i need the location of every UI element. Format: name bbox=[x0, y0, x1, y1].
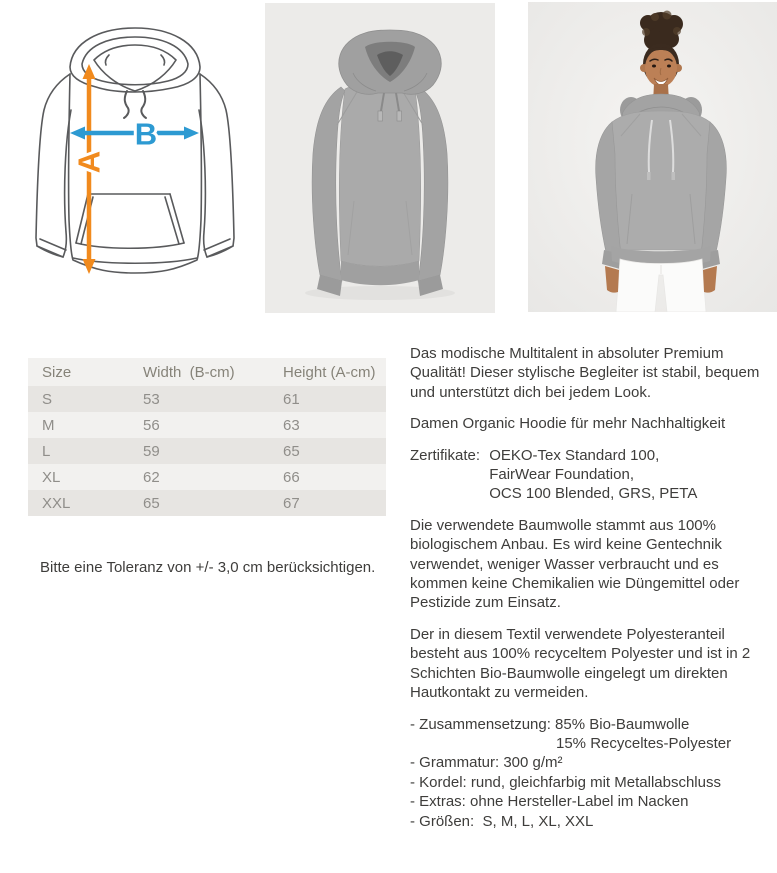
size-cell: S bbox=[42, 390, 53, 408]
width-cell: 62 bbox=[143, 468, 160, 486]
tolerance-note: Bitte eine Toleranz von +/- 3,0 cm berücksichtigen. bbox=[40, 559, 376, 576]
height-cell: 65 bbox=[283, 442, 300, 460]
spec-item-composition-2: 15% Recyceltes-Polyester bbox=[556, 734, 732, 752]
table-row bbox=[28, 490, 386, 516]
size-table-header-row bbox=[28, 358, 386, 386]
column-header-width: Width (B-cm) bbox=[143, 363, 235, 381]
cotton-paragraph: Die verwendete Baumwolle stammt aus 100% biologischem Anbau. Es wird keine Gentechnik verwendet, weniger Wasser verbraucht und es kommen keine Chemikalien wie Düngemittel oder Pestizide zum Einsatz. bbox=[410, 516, 740, 612]
table-row bbox=[28, 412, 386, 438]
table-row bbox=[28, 438, 386, 464]
width-cell: 65 bbox=[143, 494, 160, 512]
table-row bbox=[28, 464, 386, 490]
spec-list bbox=[410, 715, 762, 831]
certificate-line: OCS 100 Blended, GRS, PETA bbox=[489, 485, 698, 503]
subtitle-line: Damen Organic Hoodie für mehr Nachhaltigkeit bbox=[410, 415, 726, 433]
size-cell: M bbox=[42, 416, 55, 434]
size-cell: L bbox=[42, 442, 51, 460]
spec-item-sizes: - Größen: S, M, L, XL, XXL bbox=[410, 812, 594, 830]
column-header-size: Size bbox=[42, 363, 72, 381]
measure-label-a: A bbox=[71, 150, 107, 174]
spec-item-composition: - Zusammensetzung: 85% Bio-Baumwolle bbox=[410, 715, 690, 733]
flat-hoodie-image bbox=[265, 3, 495, 313]
size-cell: XXL bbox=[42, 494, 71, 512]
width-cell: 59 bbox=[143, 442, 160, 460]
width-cell: 53 bbox=[143, 390, 160, 408]
height-cell: 67 bbox=[283, 494, 300, 512]
width-cell: 56 bbox=[143, 416, 160, 434]
polyester-paragraph: Der in diesem Textil verwendete Polyesteranteil besteht aus 100% recyceltem Polyester und ist in 2 Schichten Bio-Baumwolle eingelegt um direkten Hautkontakt zu vermeiden. bbox=[410, 625, 751, 702]
column-header-height: Height (A-cm) bbox=[283, 363, 376, 381]
spec-item-extras: - Extras: ohne Hersteller-Label im Nacken bbox=[410, 793, 689, 811]
size-cell: XL bbox=[42, 468, 61, 486]
certificate-line: FairWear Foundation, bbox=[489, 466, 634, 484]
table-row bbox=[28, 386, 386, 412]
height-cell: 63 bbox=[283, 416, 300, 434]
spec-item-cord: - Kordel: rund, gleichfarbig mit Metallabschluss bbox=[410, 773, 721, 791]
certificates-label: Zertifikate: bbox=[410, 446, 485, 464]
model-hoodie-image bbox=[528, 2, 777, 312]
size-table bbox=[28, 358, 386, 516]
product-photo-flat[interactable] bbox=[265, 3, 495, 313]
certificates-block bbox=[410, 446, 762, 504]
height-cell: 61 bbox=[283, 390, 300, 408]
product-description bbox=[410, 344, 762, 831]
certificate-line: OEKO-Tex Standard 100, bbox=[489, 446, 660, 464]
height-cell: 66 bbox=[283, 468, 300, 486]
size-measure-diagram bbox=[10, 10, 260, 310]
product-photo-model[interactable] bbox=[528, 2, 777, 312]
spec-item-grammage: - Grammatur: 300 g/m² bbox=[410, 754, 563, 772]
intro-paragraph: Das modische Multitalent in absoluter Premium Qualität! Dieser stylische Begleiter ist stabil, bequem und unterstützt dich bei jedem Look. bbox=[410, 345, 760, 401]
hoodie-line-drawing bbox=[10, 10, 260, 310]
measure-label-b: B bbox=[134, 116, 158, 152]
